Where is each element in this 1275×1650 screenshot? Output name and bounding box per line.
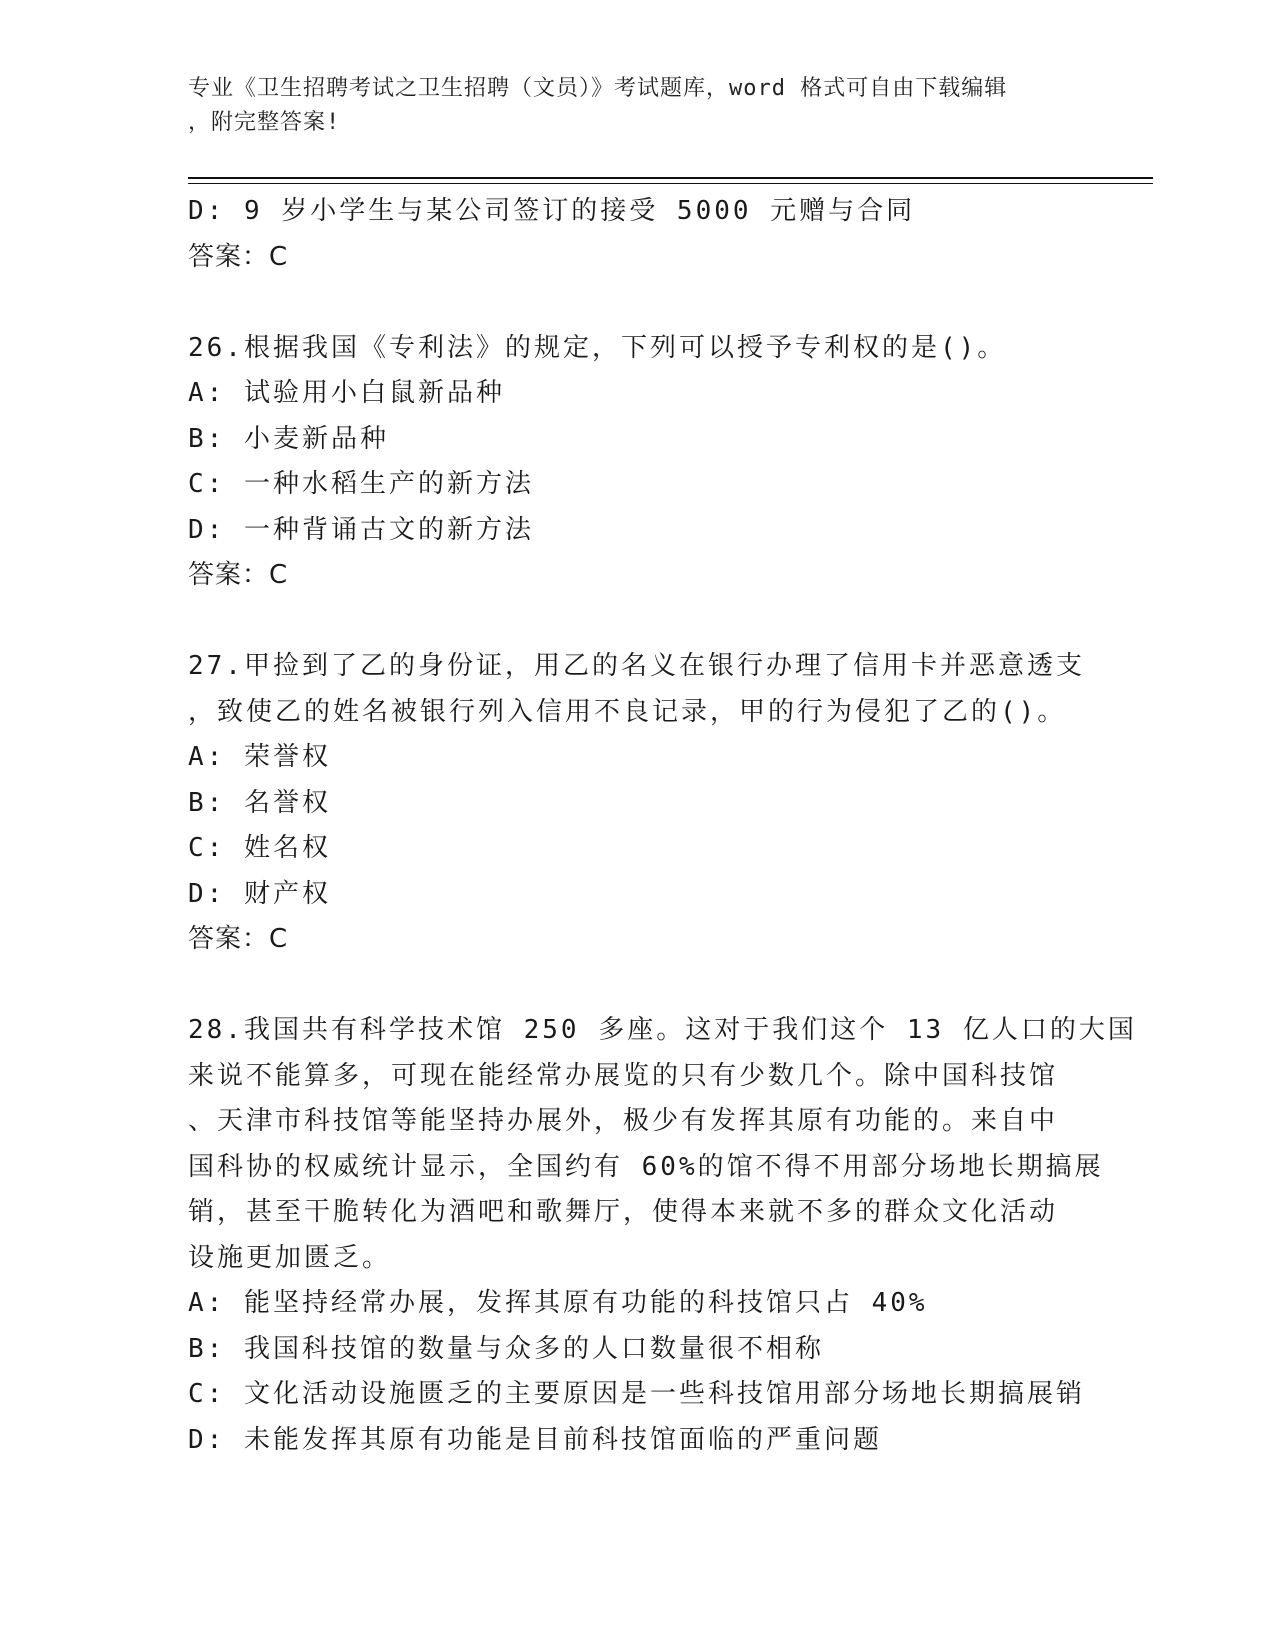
question-stem: 来说不能算多，可现在能经常办展览的只有少数几个。除中国科技馆	[188, 1060, 1059, 1091]
header-rule-thick	[188, 177, 1153, 179]
header-line-2: ，附完整答案!	[188, 110, 341, 135]
header-line-1: 专业《卫生招聘考试之卫生招聘（文员）》考试题库，word 格式可自由下载编辑	[188, 76, 1008, 101]
option-d: D: 财产权	[188, 878, 331, 909]
answer-line: 答案：C	[188, 241, 289, 272]
option-a: A: 荣誉权	[188, 742, 331, 772]
answer-line: 答案：C	[188, 924, 289, 954]
page-content	[188, 189, 1137, 1463]
option-a: A: 试验用小白鼠新品种	[188, 378, 505, 408]
option-c: C: 姓名权	[188, 833, 331, 863]
answer-line: 答案：C	[188, 560, 289, 590]
question-stem: 设施更加匮乏。	[188, 1242, 392, 1273]
option-d: D: 一种背诵古文的新方法	[188, 514, 534, 545]
question-stem: 28.我国共有科学技术馆 250 多座。这对于我们这个 13 亿人口的大国	[188, 1015, 1137, 1045]
option-b: B: 小麦新品种	[188, 423, 389, 454]
header-rule-thin	[188, 183, 1153, 184]
question-stem: 、天津市科技馆等能坚持办展外，极少有发挥其原有功能的。来自中	[188, 1106, 1059, 1136]
question-stem: 26.根据我国《专利法》的规定，下列可以授予专利权的是()。	[188, 332, 1007, 363]
option-b: B: 名誉权	[188, 787, 331, 818]
previous-question-tail	[188, 189, 1088, 280]
question-28	[188, 1008, 1137, 1463]
question-26	[188, 326, 1088, 599]
option-b: B: 我国科技馆的数量与众多的人口数量很不相称	[188, 1333, 824, 1364]
option-d: D: 未能发挥其原有功能是目前科技馆面临的严重问题	[188, 1424, 882, 1455]
spacer	[188, 280, 1088, 326]
question-27	[188, 644, 1088, 963]
spacer	[188, 599, 1088, 645]
question-stem: 销，甚至干脆转化为酒吧和歌舞厅，使得本来就不多的群众文化活动	[188, 1197, 1059, 1227]
page-header	[188, 72, 1088, 140]
option-d: D: 9 岁小学生与某公司签订的接受 5000 元赠与合同	[188, 196, 916, 226]
question-stem: ，致使乙的姓名被银行列入信用不良记录，甲的行为侵犯了乙的()。	[188, 696, 1067, 727]
question-stem: 27.甲捡到了乙的身份证，用乙的名义在银行办理了信用卡并恶意透支	[188, 651, 1085, 681]
option-c: C: 文化活动设施匮乏的主要原因是一些科技馆用部分场地长期搞展销	[188, 1379, 1085, 1409]
option-a: A: 能坚持经常办展，发挥其原有功能的科技馆只占 40%	[188, 1288, 928, 1318]
question-stem: 国科协的权威统计显示，全国约有 60%的馆不得不用部分场地长期搞展	[188, 1151, 1104, 1182]
spacer	[188, 963, 1088, 1009]
option-c: C: 一种水稻生产的新方法	[188, 469, 534, 499]
